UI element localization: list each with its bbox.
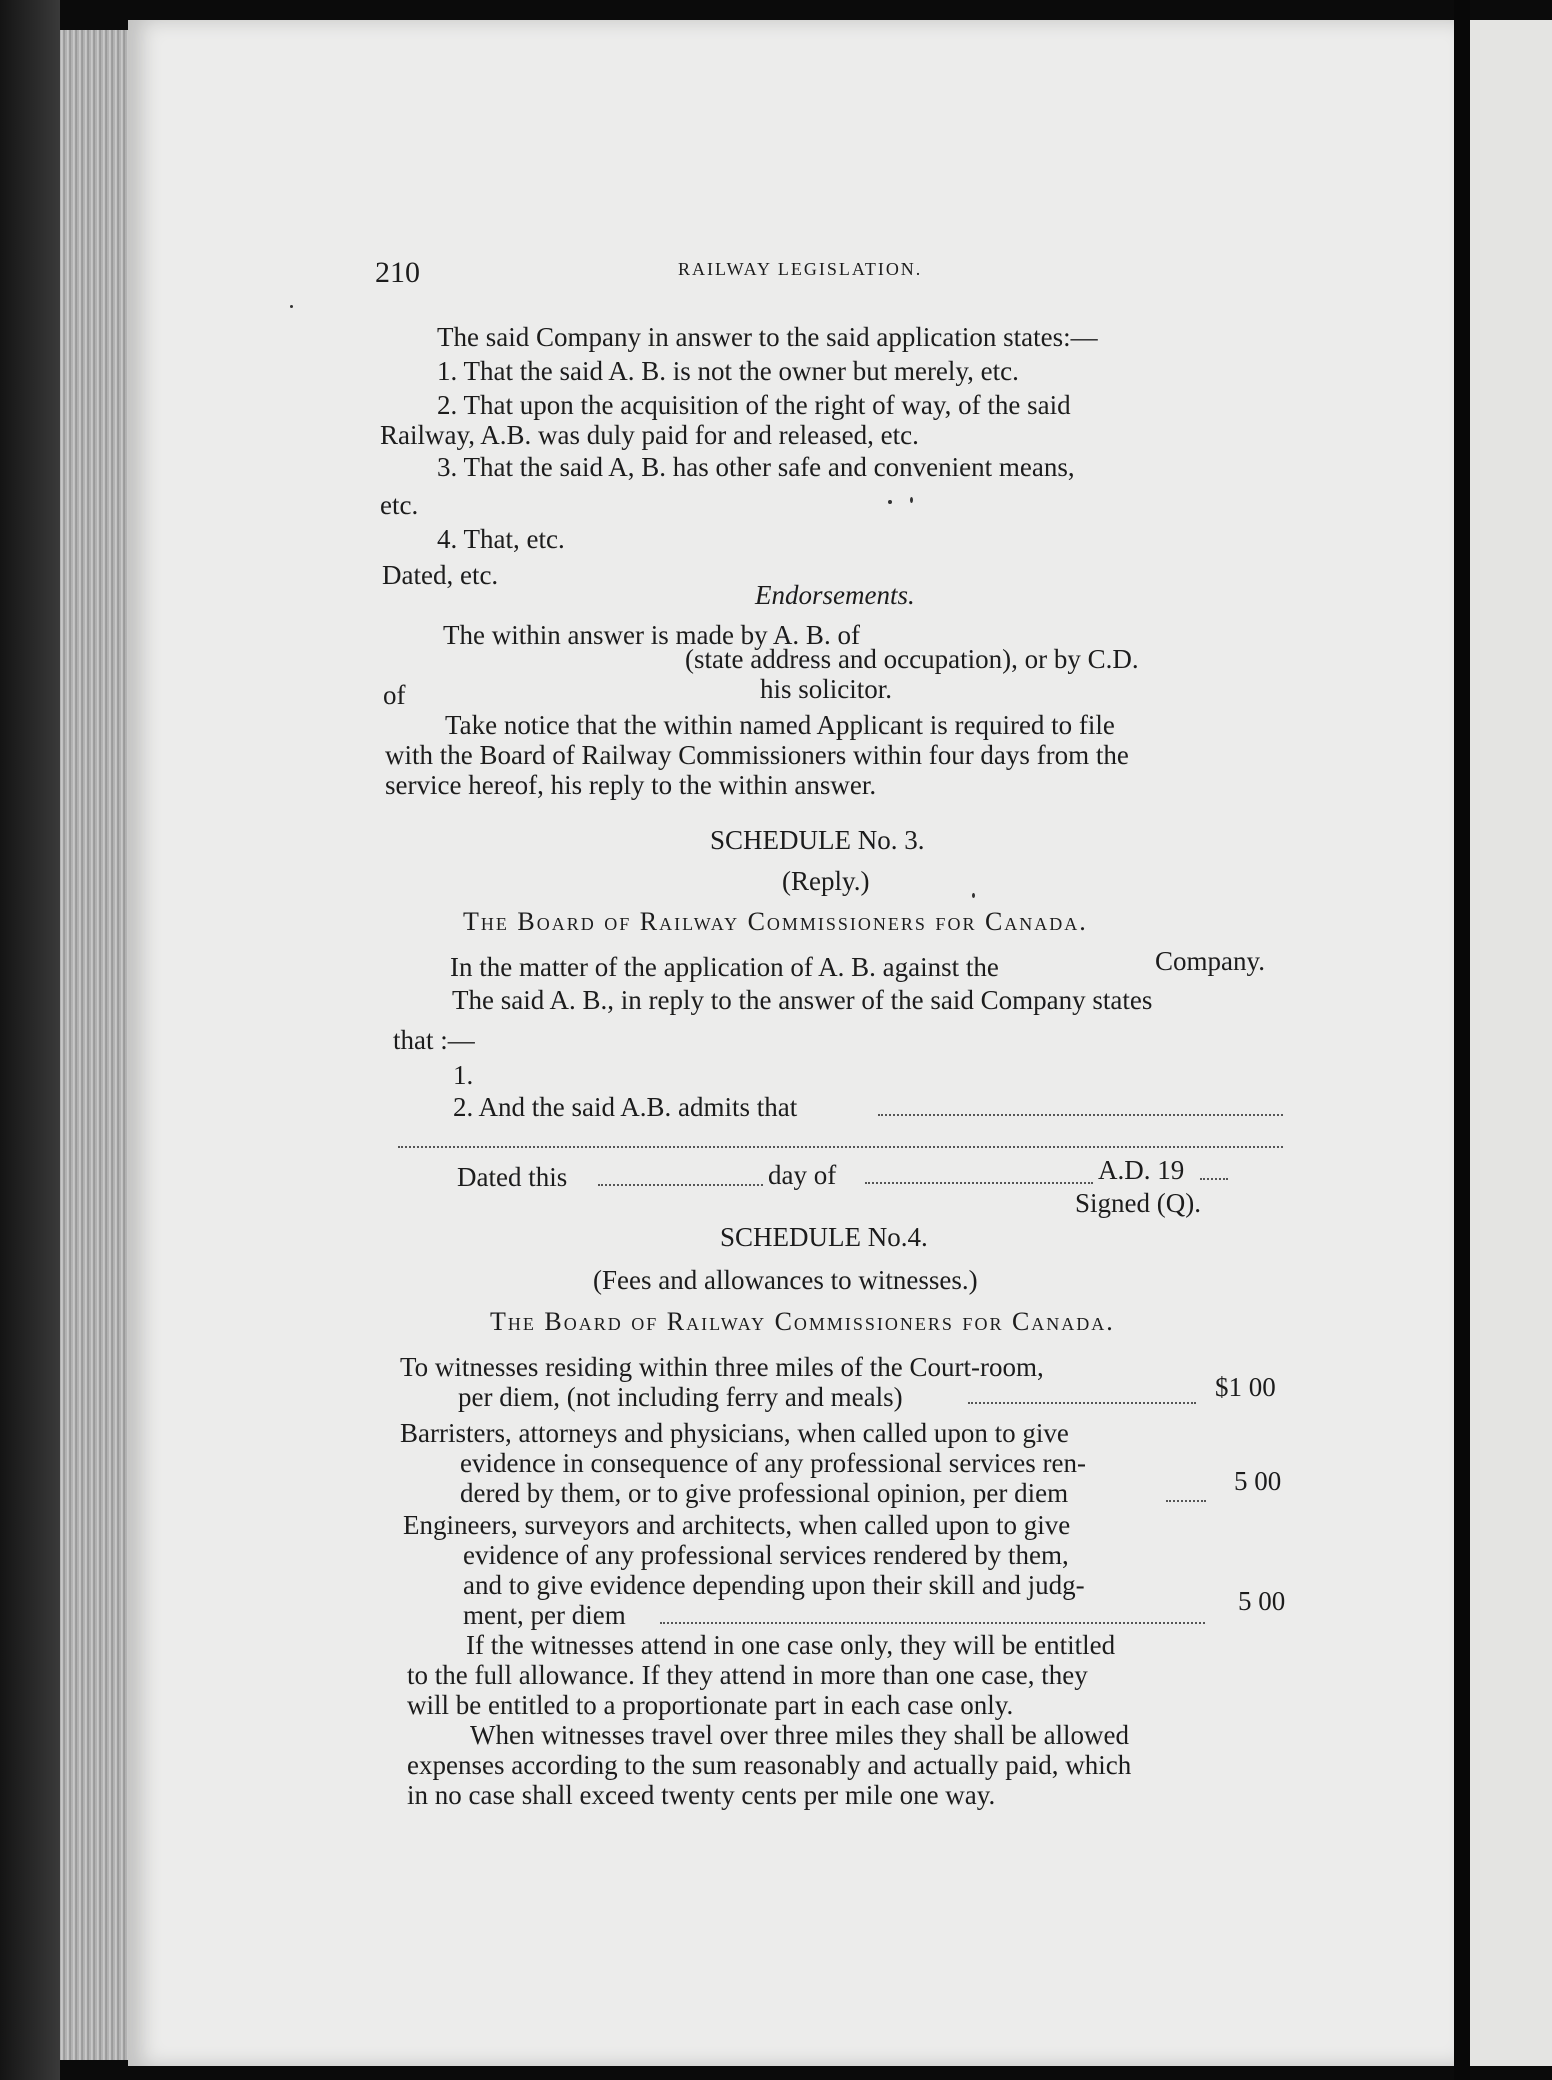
answer-intro: The said Company in answer to the said application states:—	[437, 322, 1098, 352]
page-stack-edge	[60, 30, 130, 2060]
notice-line-3: service hereof, his reply to the within answer.	[385, 770, 877, 800]
fee-1-amount: $1 00	[1215, 1372, 1276, 1402]
notice-line-2: with the Board of Railway Commissioners within four days from the	[385, 740, 1129, 770]
schedule-4-subtitle: (Fees and allowances to witnesses.)	[593, 1265, 978, 1295]
fill-in-line-full	[398, 1146, 1283, 1148]
fee-2-amount: 5 00	[1234, 1466, 1282, 1496]
signed-label: Signed (Q).	[1075, 1188, 1201, 1218]
fee-3-line-4: ment, per diem	[463, 1600, 626, 1630]
dated-this-blank	[598, 1184, 763, 1186]
day-of-label: day of	[768, 1160, 837, 1190]
running-title: RAILWAY LEGISLATION.	[678, 259, 923, 279]
fee-1-line-2: per diem, (not including ferry and meals)	[458, 1382, 903, 1412]
fee-3-amount: 5 00	[1238, 1586, 1286, 1616]
schedule-3-item-1: 1.	[453, 1060, 474, 1090]
fee-3-leader	[660, 1622, 1205, 1624]
schedule-4-title: SCHEDULE No.4.	[720, 1222, 928, 1252]
print-speck	[888, 500, 892, 504]
fee-2-line-3: dered by them, or to give professional opinion, per diem	[460, 1478, 1069, 1508]
schedule-3-reply-line-1: The said A. B., in reply to the answer of the said Company states	[452, 985, 1153, 1015]
ad-label: A.D. 19	[1098, 1155, 1185, 1185]
endorsement-line-1: The within answer is made by A. B. of	[443, 620, 860, 650]
endorsement-line-3: his solicitor.	[760, 674, 893, 704]
dated-this-label: Dated this	[457, 1162, 568, 1192]
schedule-3-company: Company.	[1155, 946, 1265, 976]
schedule-3-reply-line-2: that :—	[393, 1025, 475, 1055]
page-number: 210	[375, 256, 420, 289]
answer-item-3-line-2: etc.	[380, 490, 419, 520]
schedule-3-board: The Board of Railway Commissioners for Canada.	[463, 907, 1088, 936]
page-gutter	[1454, 0, 1470, 2080]
fee-2-line-2: evidence in consequence of any professional services ren-	[460, 1448, 1086, 1478]
paragraph-2-line-3: in no case shall exceed twenty cents per mile one way.	[407, 1780, 996, 1810]
answer-item-3-line-1: 3. That the said A, B. has other safe and convenient means,	[437, 452, 1075, 482]
year-blank	[1200, 1178, 1228, 1180]
day-of-blank	[865, 1182, 1093, 1184]
print-speck	[910, 497, 913, 503]
fee-1-line-1: To witnesses residing within three miles of the Court-room,	[400, 1352, 1044, 1382]
endorsement-of: of	[383, 680, 406, 710]
schedule-3-matter: In the matter of the application of A. B. against the	[450, 952, 999, 982]
print-speck	[972, 893, 975, 898]
answer-item-2-line-1: 2. That upon the acquisition of the right of way, of the said	[437, 390, 1071, 420]
schedule-3-title: SCHEDULE No. 3.	[710, 825, 925, 855]
schedule-4-board: The Board of Railway Commissioners for Canada.	[490, 1307, 1115, 1336]
fee-1-leader	[968, 1402, 1196, 1404]
paragraph-1-line-2: to the full allowance. If they attend in more than one case, they	[407, 1660, 1088, 1690]
paragraph-1-line-3: will be entitled to a proportionate part in each case only.	[407, 1690, 1014, 1720]
fee-2-line-1: Barristers, attorneys and physicians, when called upon to give	[400, 1418, 1069, 1448]
answer-item-2-line-2: Railway, A.B. was duly paid for and released, etc.	[380, 420, 919, 450]
fee-3-line-1: Engineers, surveyors and architects, when called upon to give	[403, 1510, 1071, 1540]
fee-3-line-2: evidence of any professional services rendered by them,	[463, 1540, 1069, 1570]
endorsement-line-2: (state address and occupation), or by C.D.	[685, 644, 1139, 674]
answer-item-4: 4. That, etc.	[437, 524, 565, 554]
fill-in-line	[878, 1114, 1283, 1116]
answer-dated: Dated, etc.	[382, 560, 499, 590]
fee-3-line-3: and to give evidence depending upon their skill and judg-	[463, 1570, 1085, 1600]
paragraph-1-line-1: If the witnesses attend in one case only, they will be entitled	[466, 1630, 1116, 1660]
book-edge	[0, 0, 60, 2080]
endorsements-heading: Endorsements.	[755, 580, 915, 610]
print-speck	[290, 305, 293, 308]
answer-item-1: 1. That the said A. B. is not the owner but merely, etc.	[437, 356, 1019, 386]
schedule-3-item-2: 2. And the said A.B. admits that	[453, 1092, 798, 1122]
fee-2-leader	[1166, 1500, 1206, 1502]
paragraph-2-line-2: expenses according to the sum reasonably and actually paid, which	[407, 1750, 1132, 1780]
facing-page	[1470, 20, 1552, 2066]
schedule-3-subtitle: (Reply.)	[782, 866, 870, 896]
notice-line-1: Take notice that the within named Applicant is required to file	[445, 710, 1115, 740]
paragraph-2-line-1: When witnesses travel over three miles they shall be allowed	[470, 1720, 1130, 1750]
